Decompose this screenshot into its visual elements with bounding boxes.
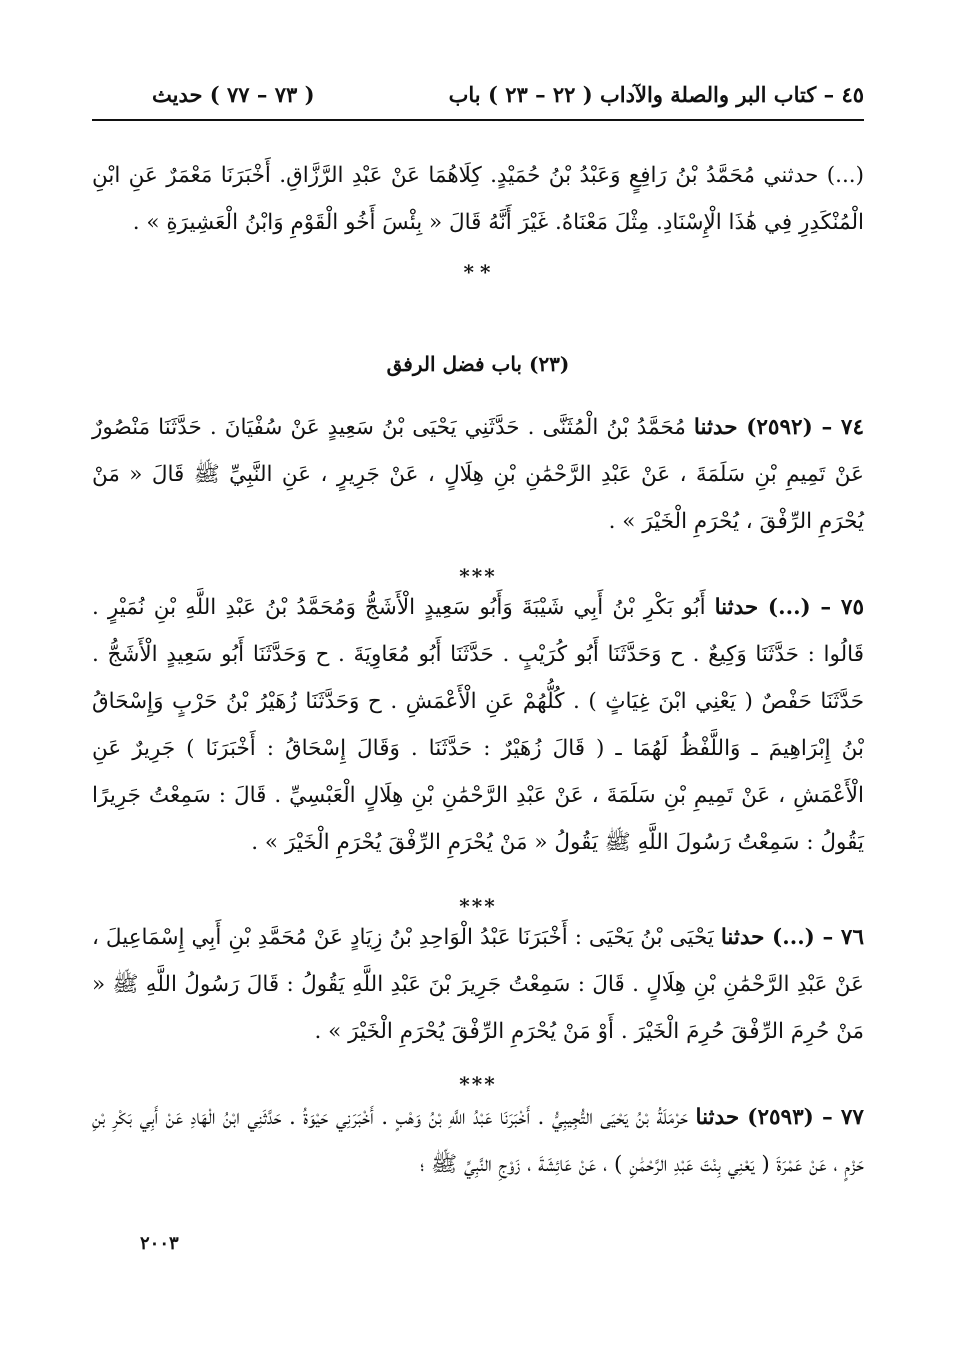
section-separator: * * (463, 260, 493, 284)
hadith-text: (...) حدثني مُحَمَّدُ بْنُ رَافِعٍ وَعَبْدُ بْنُ حُمَيْدٍ. كِلَاهُمَا عَنْ عَبْدِ الرَّزَّاقِ. أَخْبَرَنَا مَعْمَرٌ عَنِ ابْنِ الْمُنْكَدِرِ فِي هَٰذَا الْإِسْنَادِ. مِثْلَ مَعْنَاهُ. غَيْرَ أَنَّهُ قَالَ « بِئْسَ أَخُو الْقَوْمِ وَابْنُ الْعَشِيرَةِ » . (92, 163, 864, 235)
hadith-separator: *** (459, 894, 497, 918)
hadith-number: ٧٥ – (...) حدثنا (714, 595, 864, 620)
hadith-text: أَبُو بَكْرِ بْنُ أَبِي شَيْبَةَ وَأَبُو سَعِيدٍ الْأَشَجُّ وَمُحَمَّدُ بْنُ عَبْدِ اللَّهِ بْنِ نُمَيْرٍ . قَالُوا : حَدَّثَنَا وَكِيعٌ . ح وَحَدَّثَنَا أَبُو كُرَيْبٍ . حَدَّثَنَا أَبُو مُعَاوِيَةَ . ح وَحَدَّثَنَا أَبُو سَعِيدٍ الْأَشَجُّ . حَدَّثَنَا حَفْصٌ ( يَعْنِي ابْنَ غِيَاثٍ ) . كُلُّهُمْ عَنِ الْأَعْمَشِ . ح وَحَدَّثَنَا زُهَيْرُ بْنُ حَرْبٍ وَإِسْحَاقُ بْنُ إِبْرَاهِيمَ ـ وَاللَّفْظُ لَهُمَا ـ ( قَالَ زُهَيْرٌ : حَدَّثَنَا . وَقَالَ إِسْحَاقُ : أَخْبَرَنَا ) جَرِيرٌ عَنِ الْأَعْمَشِ ، عَنْ تَمِيمِ بْنِ سَلَمَةَ ، عَنْ عَبْدِ الرَّحْمَٰنِ بْنِ هِلَالٍ الْعَبْسِيِّ . قَالَ : سَمِعْتُ جَرِيرًا يَقُولُ : سَمِعْتُ رَسُولَ اللَّهِ ﷺ يَقُولُ « مَنْ يُحْرَمِ الرِّفْقَ يُحْرَمِ الْخَيْرَ » . (92, 595, 864, 855)
page-number: ٢٠٠٣ (140, 1233, 179, 1254)
hadith-text: حَرْمَلَةُ بْنُ يَحْيَى التُّجِيبِيُّ . أَخْبَرَنَا عَبْدُ اللَّهِ بْنُ وَهْبٍ . أَخْبَرَنِي حَيْوَةُ . حَدَّثَنِي ابْنُ الْهَادِ عَنْ أَبِي بَكْرِ بْنِ حَزْمٍ ، عَنْ عَمْرَةَ ( يَعْنِي بِنْتَ عَبْدِ الرَّحْمَٰنِ ) ، عَنْ عَائِشَةَ ، زَوْجِ النَّبِيِّ ﷺ ؛ (92, 1105, 864, 1177)
hadith-text: يَحْيَى بْنُ يَحْيَى : أَخْبَرَنَا عَبْدُ الْوَاحِدِ بْنُ زِيَادٍ عَنْ مُحَمَّدِ بْنِ أَبِي إِسْمَاعِيلَ ، عَنْ عَبْدِ الرَّحْمَٰنِ بْنِ هِلَالٍ . قَالَ : سَمِعْتُ جَرِيرَ بْنَ عَبْدِ اللَّهِ يَقُولُ : قَالَ رَسُولُ اللَّهِ ﷺ « مَنْ حُرِمَ الرِّفْقَ حُرِمَ الْخَيْرَ . أَوْ مَنْ يُحْرَمِ الرِّفْقَ يُحْرَمِ الْخَيْرَ » . (92, 925, 864, 1044)
hadith-separator: *** (459, 564, 497, 588)
header-rule (92, 119, 864, 121)
hadith-paragraph (92, 152, 864, 246)
hadith-separator: *** (459, 1072, 497, 1096)
hadith-number: ٧٤ – (٢٥٩٢) حدثنا (693, 415, 864, 440)
hadith-paragraph (92, 914, 864, 1055)
hadith-number: ٧٦ – (...) حدثنا (720, 925, 864, 950)
hadith-paragraph (92, 404, 864, 545)
hadith-text: مُحَمَّدُ بْنُ الْمُثَنَّى . حَدَّثَنِي يَحْيَى بْنُ سَعِيدٍ عَنْ سُفْيَانَ . حَدَّثَنَا مَنْصُورٌ عَنْ تَمِيمِ بْنِ سَلَمَةَ ، عَنْ عَبْدِ الرَّحْمَٰنِ بْنِ هِلَالٍ ، عَنْ جَرِيرٍ ، عَنِ النَّبِيِّ ﷺ قَالَ « مَنْ يُحْرَمِ الرِّفْقَ ، يُحْرَمِ الْخَيْرَ » . (92, 415, 864, 534)
running-header (92, 82, 864, 120)
hadith-paragraph (92, 584, 864, 866)
header-hadith-range: ( ٧٣ – ٧٧ ) حديث (152, 82, 315, 107)
header-book-chapter: ٤٥ – كتاب البر والصلة والآداب ( ٢٢ – ٢٣ ) باب (448, 82, 864, 107)
hadith-number: ٧٧ – (٢٥٩٣) حدثنا (695, 1105, 864, 1130)
hadith-paragraph (92, 1094, 864, 1188)
chapter-title: (٢٣) باب فضل الرفق (386, 352, 570, 376)
